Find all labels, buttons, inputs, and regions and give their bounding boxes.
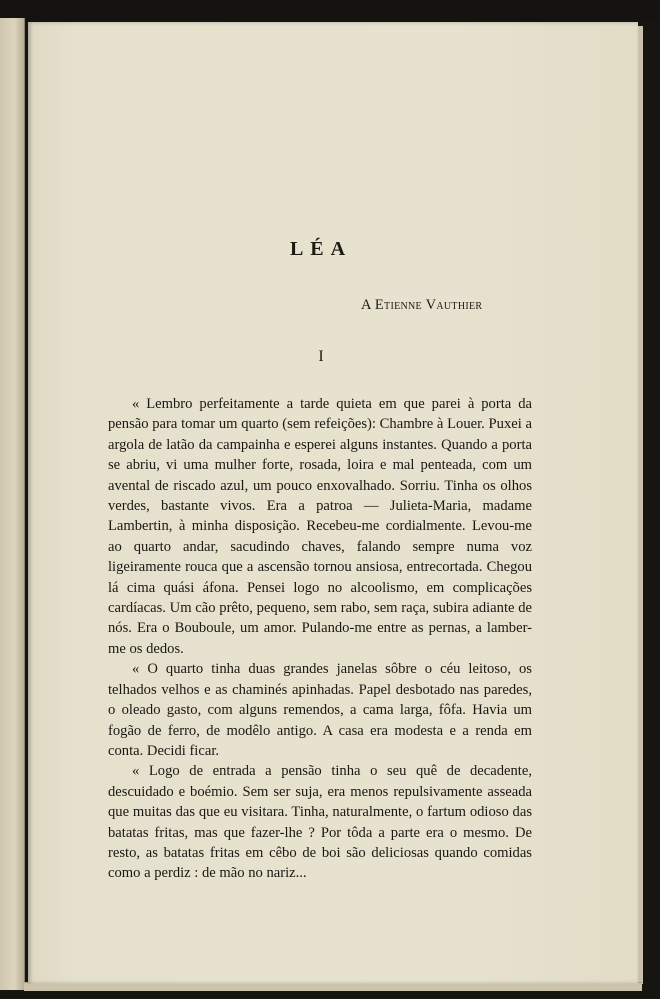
paragraph: « Logo de entrada a pensão tinha o seu quê de decadente, descuidado e boémio. Sem ser suja, era menos repulsivamente asseada que muitas das que eu visitara. Tinha, naturalmente, o fartum odioso das batatas fritas, mas que fazer-lhe ? Por tôda a parte era o mesmo. De resto, as batatas fritas em cêbo de boi são deliciosas quando comidas como a perdiz : de mão no nariz... <box>108 763 532 882</box>
paragraph: « O quarto tinha duas grandes janelas sôbre o céu leitoso, os telhados velhos e as chaminés apinhadas. Papel desbotado nas paredes, o oleado gasto, com alguns remendos, a cama larga, fôfa. Havia um fogão de ferro, de modêlo antigo. A casa era modesta e a renda em conta. Decidi ficar. <box>108 661 532 759</box>
facing-page-edge <box>0 18 25 990</box>
section-number: I <box>318 348 324 365</box>
paragraph: « Lembro perfeitamente a tarde quieta em que parei à porta da pensão para tomar um quarto (sem refeições): Chambre à Louer. Puxei a argola de latão da campainha e esperei alguns instantes. Quando a porta se abriu, vi uma mulher forte, rosada, loira e mal penteada, com um avental de riscado azul, um pouco enxovalhado. Sorriu. Tinha os olhos verdes, bastante vivos. Era a patroa — Julieta-Maria, madame Lambertin, à minha disposição. Recebeu-me cordialmente. Levou-me ao quarto andar, sacudindo chaves, falando sempre numa voz ligeiramente rouca que a ascensão tornou ansiosa, entrecortada. Chegou lá cima quási áfona. Pensei logo no alcoolismo, em complicações cardíacas. Um cão prêto, pequeno, sem rabo, sem raça, subira adiante de nós. Era o Bouboule, um amor. Pulando-me entre as pernas, a lamber-me os dedos. <box>108 396 532 657</box>
book-page <box>28 22 638 984</box>
scan-background <box>0 0 660 22</box>
chapter-title: LÉA <box>289 238 353 260</box>
body-text <box>108 394 532 884</box>
dedication: A Etienne Vauthier <box>361 297 483 313</box>
